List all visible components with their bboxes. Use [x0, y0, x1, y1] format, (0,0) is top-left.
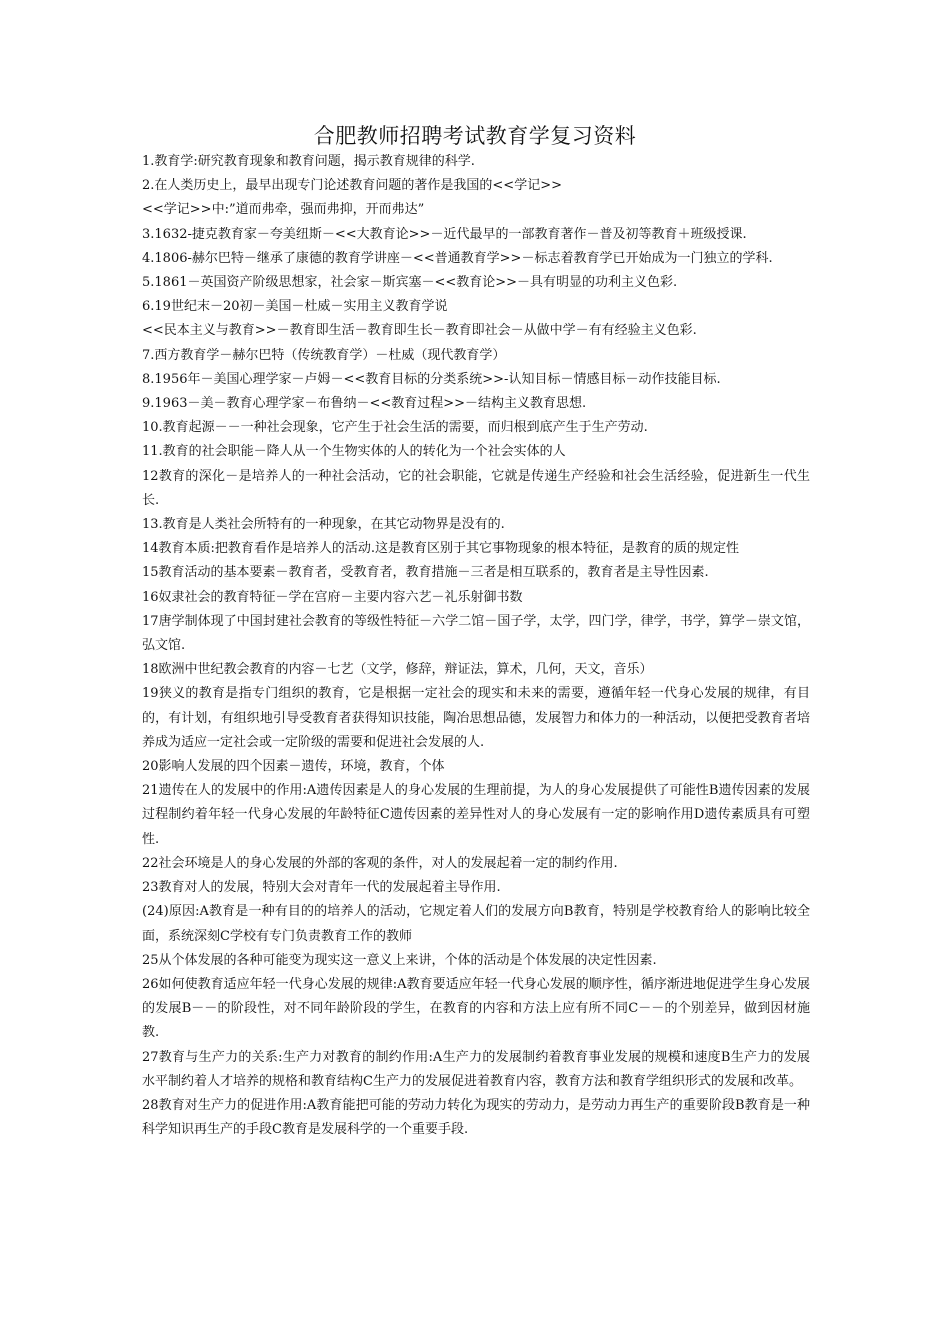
paragraph: 27教育与生产力的关系:生产力对教育的制约作用:A生产力的发展制约着教育事业发展的规模和速度B生产力的发展水平制约着人才培养的规格和教育结构C生产力的发展促进着教育内容，教育方法和教育学组织形式的发展和改革。: [142, 1049, 810, 1089]
paragraph: 9.1963－美－教育心理学家－布鲁纳－<<教育过程>>－结构主义教育思想.: [142, 396, 587, 412]
paragraph: 6.19世纪末－20初－美国－杜威－实用主义教育学说: [142, 299, 448, 315]
paragraph: 2.在人类历史上，最早出现专门论述教育问题的著作是我国的<<学记>>: [142, 178, 562, 194]
paragraph: 7.西方教育学－赫尔巴特（传统教育学）－杜威（现代教育学）: [142, 347, 506, 363]
paragraph: 18欧洲中世纪教会教育的内容－七艺（文学，修辞，辩证法，算术，几何，天文，音乐）: [142, 662, 653, 678]
paragraph: 26如何使教育适应年轻一代身心发展的规律:A教育要适应年轻一代身心发展的顺序性，循序渐进地促进学生身心发展的发展B－－的阶段性，对不同年龄阶段的学生，在教育的内容和方法上应有所不同C－－的个别差异，做到因材施教.: [142, 976, 810, 1041]
paragraph: 14教育本质:把教育看作是培养人的活动.这是教育区别于其它事物现象的根本特征，是教育的质的规定性: [142, 541, 740, 557]
paragraph: 17唐学制体现了中国封建社会教育的等级性特征－六学二馆－国子学，太学，四门学，律学，书学，算学－崇文馆，弘文馆.: [142, 613, 810, 654]
paragraph: (24)原因:A教育是一种有目的的培养人的活动，它规定着人们的发展方向B教育，特别是学校教育给人的影响比较全面，系统深刻C学校有专门负责教育工作的教师: [142, 904, 810, 944]
paragraph: 25从个体发展的各种可能变为现实这一意义上来讲，个体的活动是个体发展的决定性因素.: [142, 952, 657, 968]
paragraph: 15教育活动的基本要素－教育者，受教育者，教育措施－三者是相互联系的，教育者是主导性因素.: [142, 565, 709, 581]
paragraph: <<学记>>中:”道而弗牵，强而弗抑，开而弗达”: [142, 202, 425, 218]
paragraph: <<民本主义与教育>>－教育即生活－教育即生长－教育即社会－从做中学－有有经验主义色彩.: [142, 323, 697, 339]
paragraph: 13.教育是人类社会所特有的一种现象，在其它动物界是没有的.: [142, 517, 505, 533]
paragraph: 11.教育的社会职能－降人从一个生物实体的人的转化为一个社会实体的人: [142, 444, 566, 460]
paragraph: 12教育的深化－是培养人的一种社会活动，它的社会职能，它就是传递生产经验和社会生活经验，促进新生一代生长.: [142, 468, 810, 508]
paragraph: 8.1956年－美国心理学家－卢姆－<<教育目标的分类系统>>-认知目标－情感目标－动作技能目标.: [142, 371, 721, 387]
paragraph: 23教育对人的发展，特别大会对青年一代的发展起着主导作用.: [142, 880, 501, 896]
paragraph: 10.教育起源－－一种社会现象，它产生于社会生活的需要，而归根到底产生于生产劳动.: [142, 420, 648, 436]
document-body: [142, 150, 810, 1142]
paragraph: 16奴隶社会的教育特征－学在宫府－主要内容六艺－礼乐射御书数: [142, 589, 523, 605]
paragraph: 5.1861－英国资产阶级思想家，社会家－斯宾塞－<<教育论>>－具有明显的功利主义色彩.: [142, 275, 678, 291]
paragraph: 28教育对生产力的促进作用:A教育能把可能的劳动力转化为现实的劳动力，是劳动力再生产的重要阶段B教育是一种科学知识再生产的手段C教育是发展科学的一个重要手段.: [142, 1097, 810, 1138]
paragraph: 21遗传在人的发展中的作用:A遗传因素是人的身心发展的生理前提，为人的身心发展提供了可能性B遗传因素的发展过程制约着年轻一代身心发展的年龄特征C遗传因素的差异性对人的身心发展有一定的影响作用D遗传素质具有可塑性.: [142, 783, 810, 847]
paragraph: 4.1806-赫尔巴特－继承了康德的教育学讲座－<<普通教育学>>－标志着教育学已开始成为一门独立的学科.: [142, 250, 773, 266]
document-title: 合肥教师招聘考试教育学复习资料: [313, 124, 637, 148]
paragraph: 19狭义的教育是指专门组织的教育，它是根据一定社会的现实和未来的需要，遵循年轻一代身心发展的规律，有目的，有计划，有组织地引导受教育者获得知识技能，陶冶思想品德，发展智力和体力的一种活动，以便把受教育者培养成为适应一定社会或一定阶级的需要和促进社会发展的人.: [142, 686, 810, 750]
paragraph: 1.教育学:研究教育现象和教育问题，揭示教育规律的科学.: [142, 154, 475, 169]
paragraph: 20影响人发展的四个因素－遗传，环境，教育，个体: [142, 759, 445, 775]
paragraph: 22社会环境是人的身心发展的外部的客观的条件，对人的发展起着一定的制约作用.: [142, 855, 618, 871]
paragraph: 3.1632-捷克教育家－夸美纽斯－<<大教育论>>－近代最早的一部教育著作－普及初等教育＋班级授课.: [142, 226, 747, 242]
